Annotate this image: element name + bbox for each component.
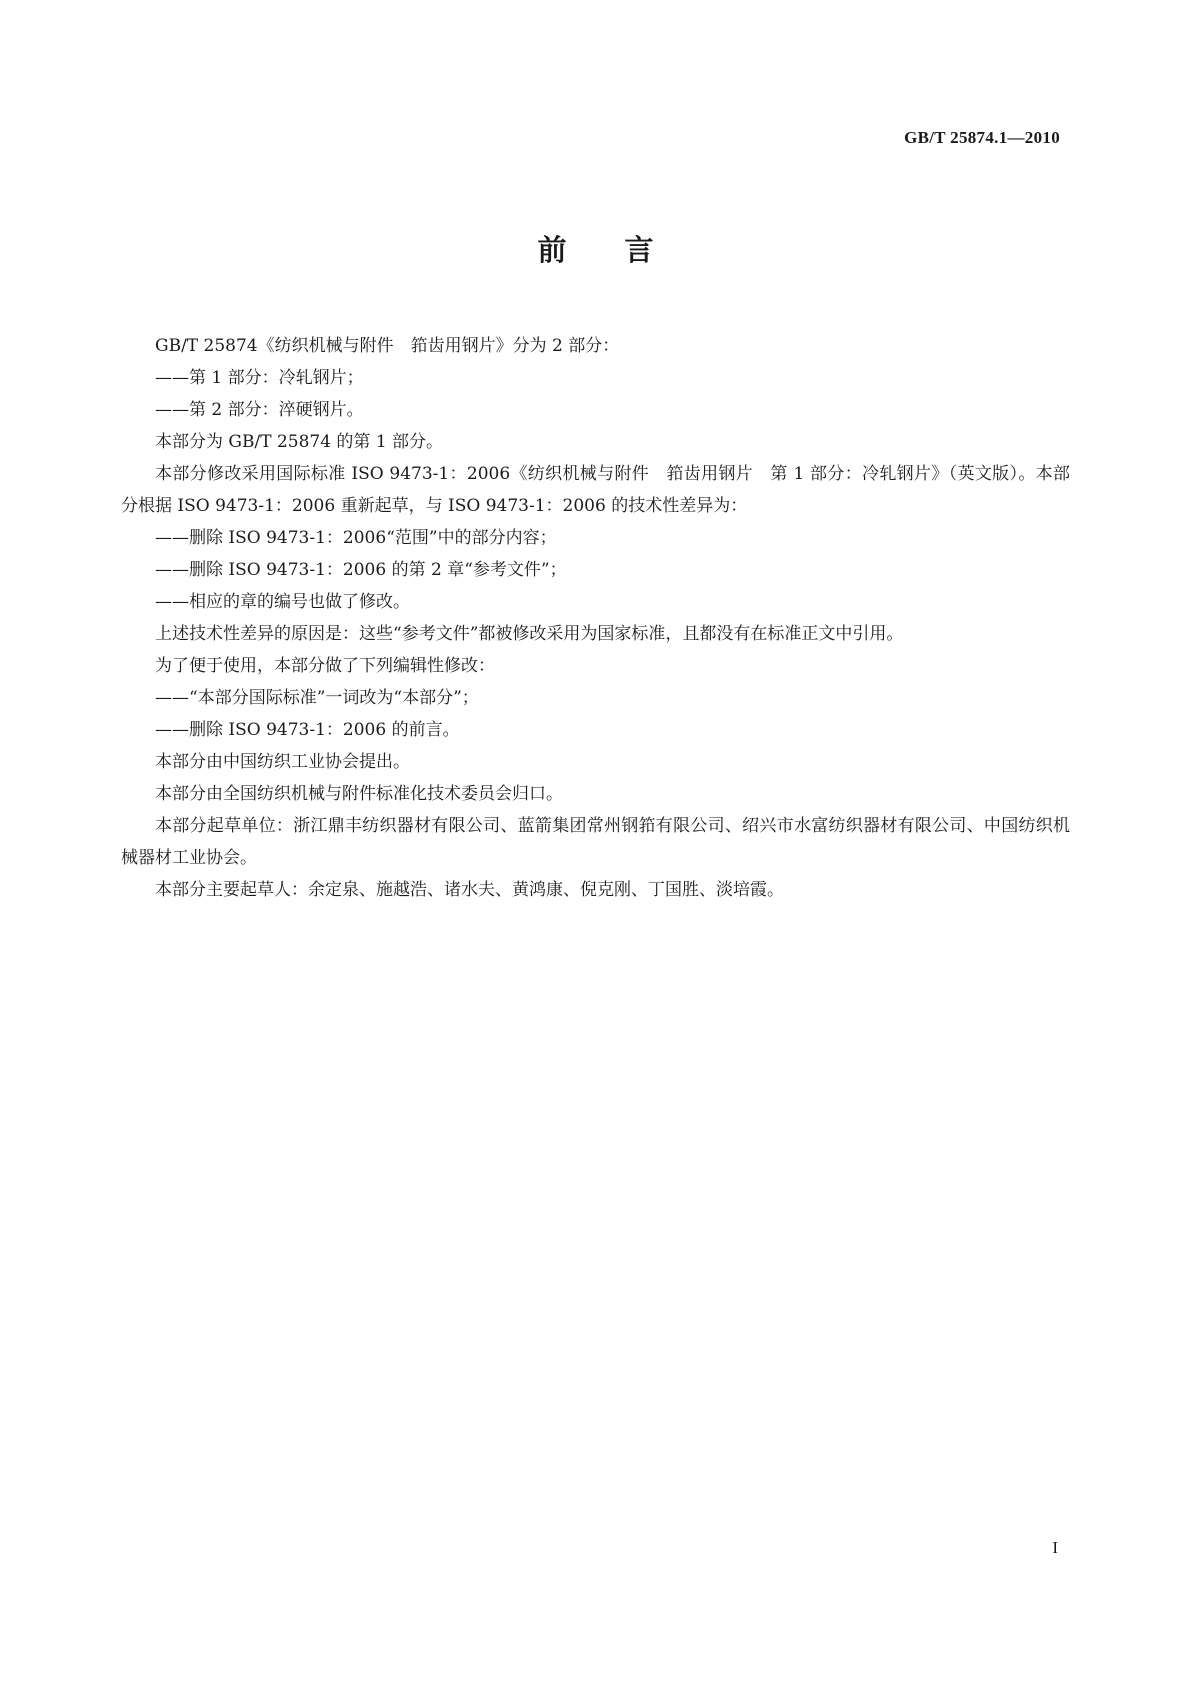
paragraph-editorial: 为了便于使用，本部分做了下列编辑性修改： <box>155 656 495 676</box>
paragraph-intro: GB/T 25874《纺织机械与附件 筘齿用钢片》分为 2 部分： <box>155 336 620 356</box>
paragraph-adoption: 本部分修改采用国际标准 ISO 9473-1：2006《纺织机械与附件 筘齿用钢片 第 1 部分：冷轧钢片》（英文版）。本部分根据 ISO 9473-1：2006 重新起草，与 ISO 9473-1：2006 的技术性差异为： <box>121 464 1070 516</box>
page-title-char-1: 前 <box>537 233 567 267</box>
list-item-part1: ——第 1 部分：冷轧钢片； <box>155 368 364 388</box>
standard-code: GB/T 25874.1—2010 <box>904 128 1060 147</box>
foreword-body <box>121 330 1070 906</box>
paragraph-drafting-units: 本部分起草单位：浙江鼎丰纺织器材有限公司、蓝箭集团常州钢筘有限公司、绍兴市水富纺织器材有限公司、中国纺织机械器材工业协会。 <box>121 816 1070 868</box>
paragraph-reason: 上述技术性差异的原因是：这些“参考文件”都被修改采用为国家标准，且都没有在标准正文中引用。 <box>155 624 904 644</box>
page-title-char-2: 言 <box>624 233 654 267</box>
list-item-part2: ——第 2 部分：淬硬钢片。 <box>155 400 364 420</box>
page-title <box>0 228 1191 269</box>
list-item-diff2: ——删除 ISO 9473-1：2006 的第 2 章“参考文件”； <box>155 560 567 580</box>
paragraph-scope: 本部分为 GB/T 25874 的第 1 部分。 <box>155 432 444 452</box>
list-item-diff3: ——相应的章的编号也做了修改。 <box>155 592 410 612</box>
list-item-diff1: ——删除 ISO 9473-1：2006“范围”中的部分内容； <box>155 528 557 548</box>
list-item-edit1: ——“本部分国际标准”一词改为“本部分”； <box>155 688 479 708</box>
paragraph-drafters: 本部分主要起草人：余定泉、施越浩、诸水夫、黄鸿康、倪克刚、丁国胜、淡培霞。 <box>155 880 784 900</box>
paragraph-proposer: 本部分由中国纺织工业协会提出。 <box>155 752 410 772</box>
paragraph-committee: 本部分由全国纺织机械与附件标准化技术委员会归口。 <box>155 784 563 804</box>
list-item-edit2: ——删除 ISO 9473-1：2006 的前言。 <box>155 720 460 740</box>
page-number: I <box>1052 1538 1058 1557</box>
